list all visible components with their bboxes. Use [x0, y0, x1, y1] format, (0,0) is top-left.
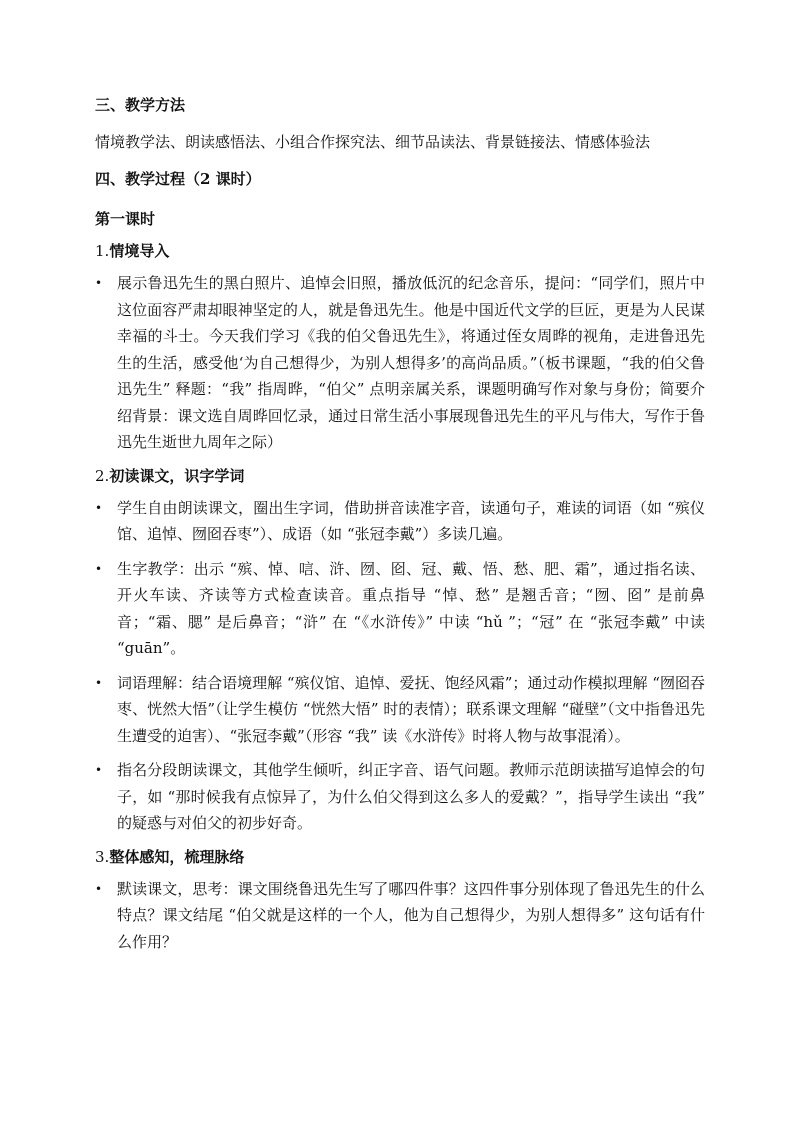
bullet-icon: • — [95, 276, 103, 290]
step-number: 3. — [95, 847, 110, 866]
bullet-icon: • — [95, 500, 103, 515]
step-title: 整体感知，梳理脉络 — [109, 847, 245, 866]
list-item-text: 生字教学：出示 “殡、悼、唁、浒、囫、囵、冠、戴、悟、愁、肥、霜”，通过指名读、开火车读、齐读等方式检查读音。重点指导 “悼、愁” 是翘舌音；“囫、囵” 是前鼻音；“霜、腮” 是后鼻音；“浒” 在 “《水浒传》” 中读 “hǔ ”；“冠” 在 “张冠李戴” 中读 “guān”。 — [117, 559, 705, 657]
step-number: 2. — [95, 466, 110, 485]
list-item-text: 默读课文，思考：课文围绕鲁迅先生写了哪四件事？这四件事分别体现了鲁迅先生的什么特点？课文结尾 “伯父就是这样的一个人，他为自己想得少，为别人想得多” 这句话有什么作用？ — [117, 879, 705, 951]
step-number: 1. — [95, 242, 110, 260]
list-item-text: 展示鲁迅先生的黑白照片、追悼会旧照，播放低沉的纪念音乐，提问：“同学们，照片中这位面容严肃却眼神坚定的人，就是鲁迅先生。他是中国近代文学的巨匠，更是为人民谋幸福的斗士。今天我们学习《我的伯父鲁迅先生》，将通过侄女周晔的视角，走进鲁迅先生的生活，感受他‘为自己想得少，为别人想得多’的高尚品质。”（板书课题，“我的伯父鲁迅先生” 释题：“我” 指周晔，“伯父” 点明亲属关系，课题明确写作对象与身份；简要介绍背景：课文选自周晔回忆录，通过日常生活小事展现鲁迅先生的平凡与伟大，写作于鲁迅先生逝世九周年之际） — [117, 274, 705, 451]
step-title: 情境导入 — [109, 242, 170, 260]
section-heading-teaching-methods: 三、教学方法 — [95, 96, 186, 114]
list-item-text: 指名分段朗读课文，其他学生倾听，纠正字音、语气问题。教师示范朗读描写追悼会的句子，如 “那时候我有点惊异了，为什么伯父得到这么多人的爱戴？”，指导学生读出 “我” 的疑惑与对伯父的初步好奇。 — [117, 761, 705, 832]
list-item — [95, 876, 705, 956]
list-item-text: 词语理解：结合语境理解 “殡仪馆、追悼、爱抚、饱经风霜”；通过动作模拟理解 “囫囵吞枣、恍然大悟”（让学生模仿 “恍然大悟” 时的表情）；联系课文理解 “碰壁”（文中指鲁迅先生遭受的迫害）、“张冠李戴”（形容 “我” 读《水浒传》时将人物与故事混淆）。 — [117, 673, 705, 745]
list-item — [95, 495, 705, 548]
step-title: 初读课文，识字学词 — [109, 466, 245, 485]
list-item — [95, 270, 705, 456]
step-heading — [95, 463, 705, 489]
bullet-icon: • — [95, 763, 103, 777]
step-heading — [95, 238, 705, 264]
list-item — [95, 670, 705, 750]
section-heading-teaching-process: 四、教学过程（2 课时） — [95, 170, 261, 188]
bullet-icon: • — [95, 561, 103, 576]
page-content — [95, 92, 705, 955]
bullet-icon: • — [95, 881, 103, 896]
teaching-methods-text: 情境教学法、朗读感悟法、小组合作探究法、细节品读法、背景链接法、情感体验法 — [95, 133, 651, 151]
lesson-heading: 第一课时 — [95, 210, 156, 228]
step-heading — [95, 844, 705, 870]
bullet-icon: • — [95, 675, 103, 690]
list-item — [95, 556, 705, 662]
list-item-text: 学生自由朗读课文，圈出生字词，借助拼音读准字音，读通句子，难读的词语（如 “殡仪馆、追悼、囫囵吞枣”）、成语（如 “张冠李戴”）多读几遍。 — [117, 498, 705, 543]
list-item — [95, 757, 705, 837]
